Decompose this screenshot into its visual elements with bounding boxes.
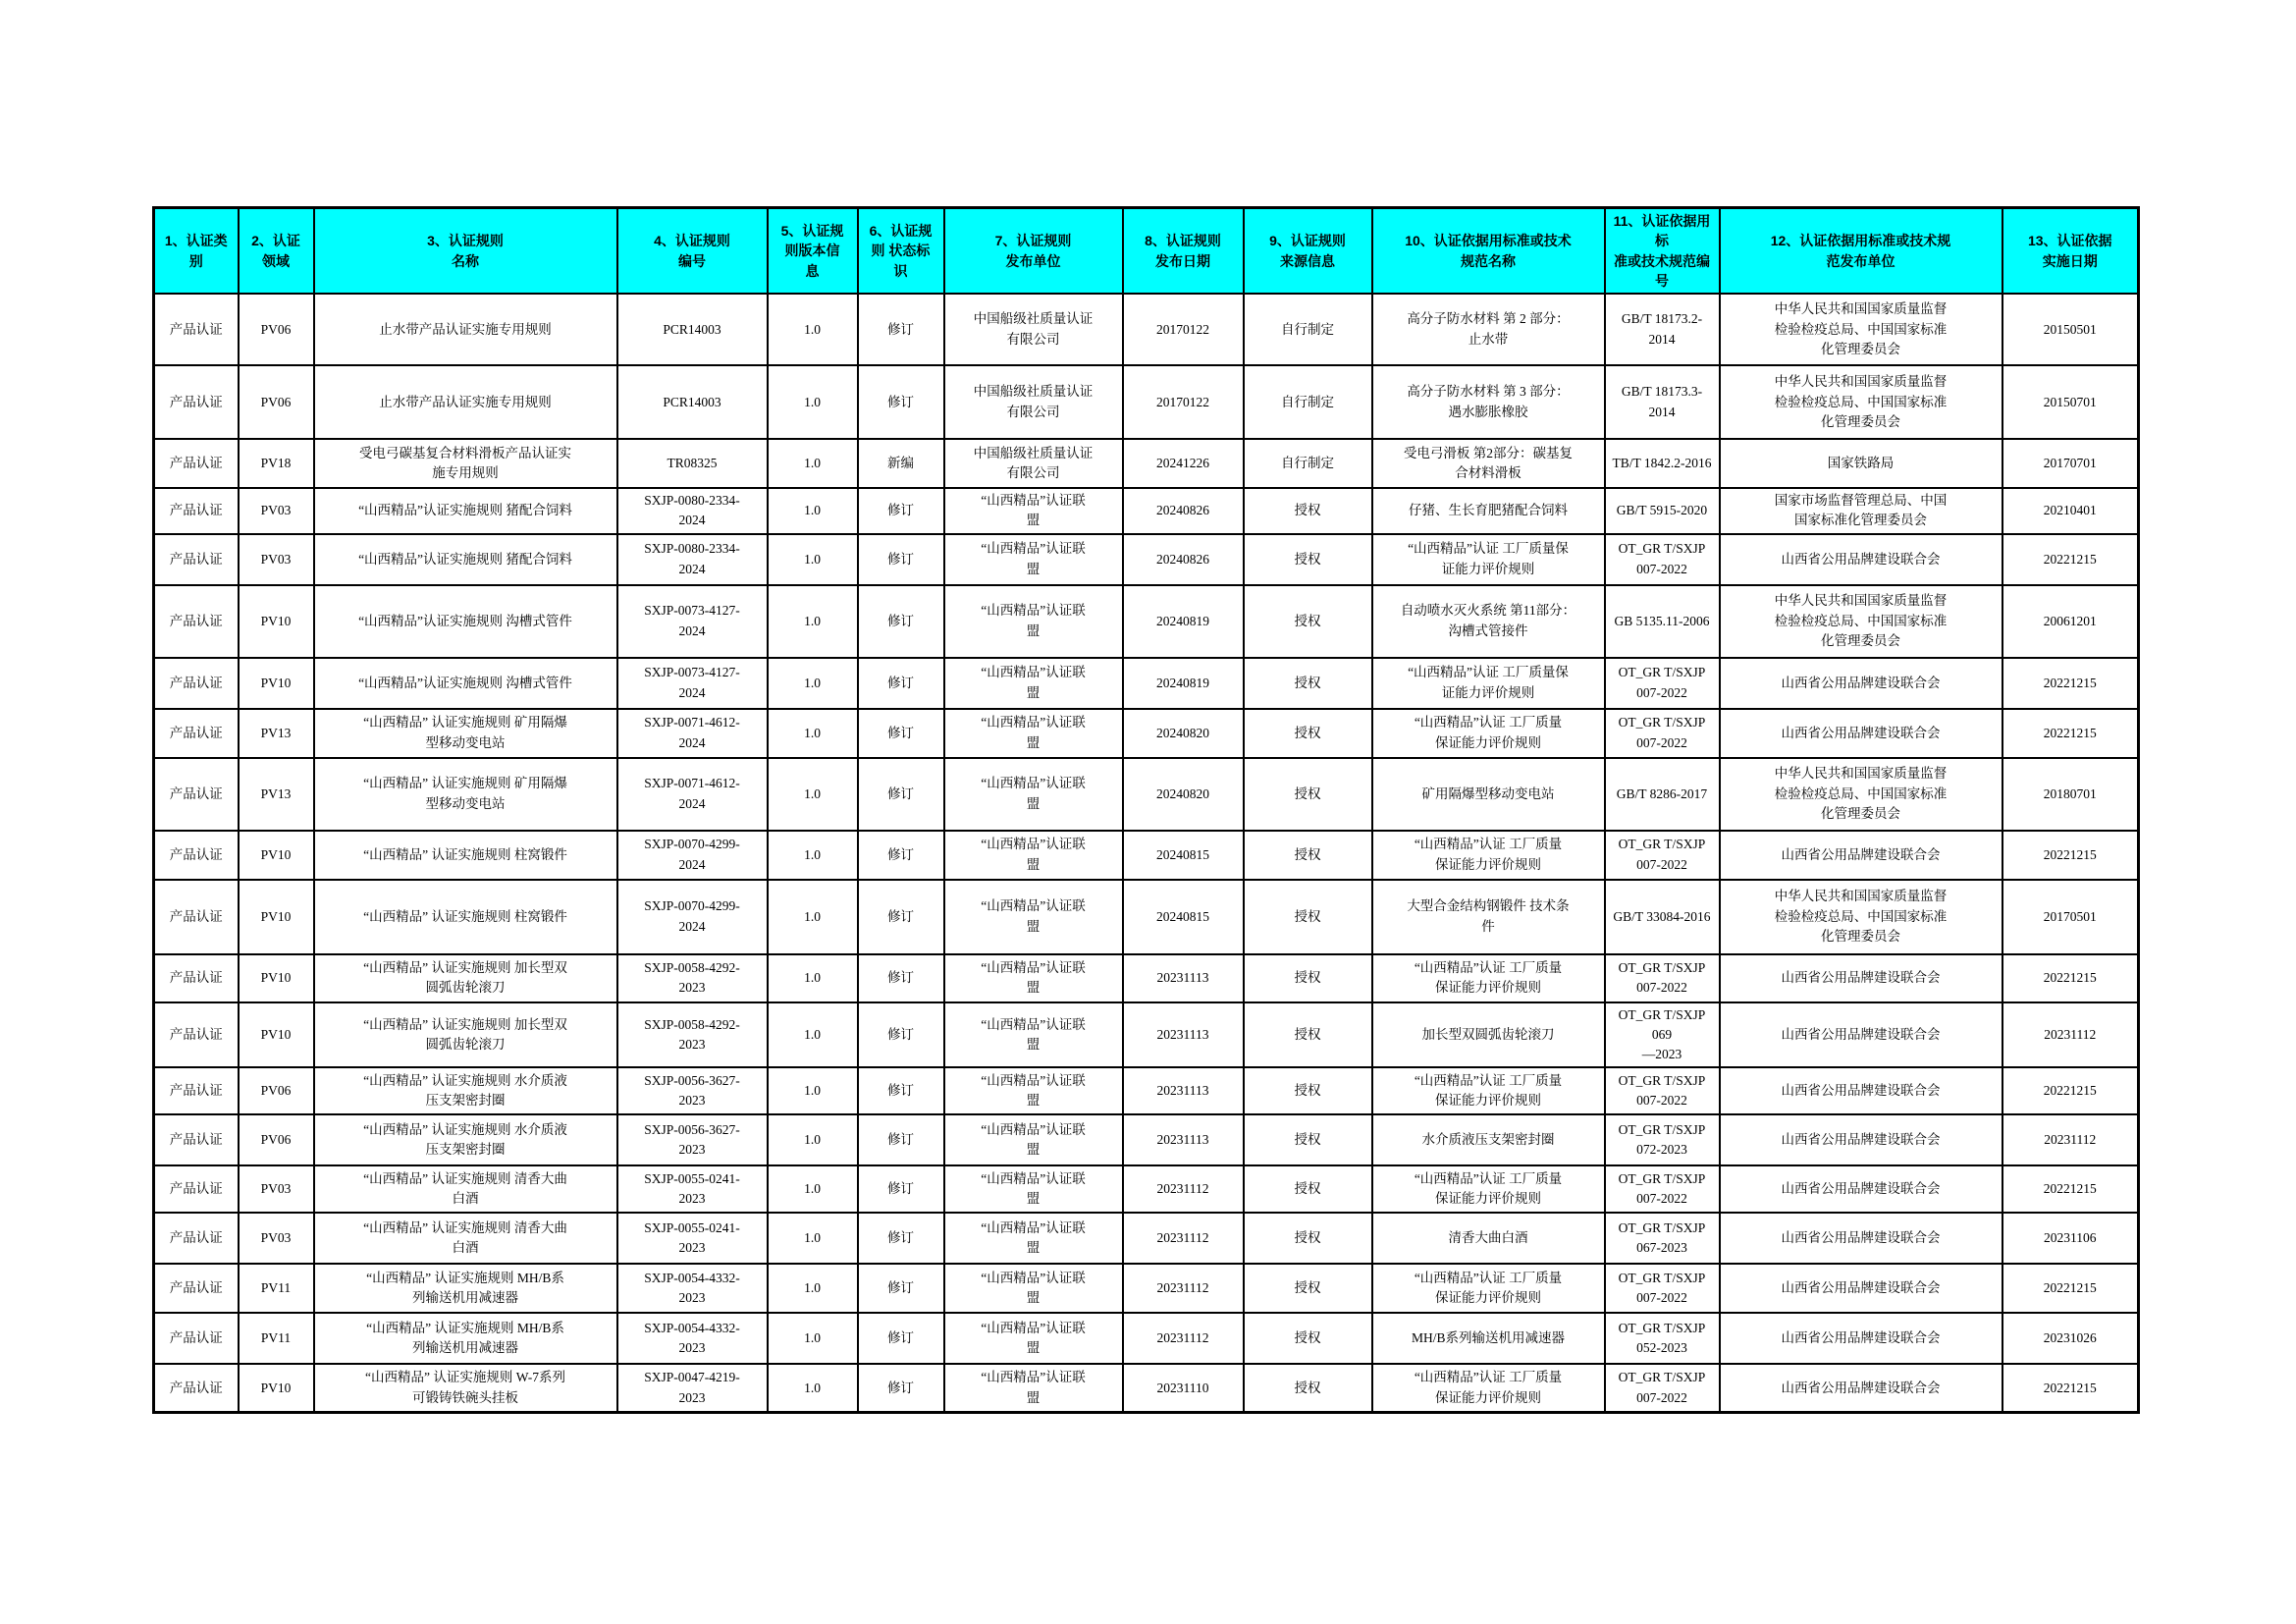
table-cell: “山西精品”认证联 盟 [944,1313,1123,1364]
table-cell: 修订 [858,1114,944,1165]
table-cell: “山西精品”认证实施规则 猪配合饲料 [314,488,617,534]
table-cell: 授权 [1244,1213,1372,1264]
table-cell: GB/T 8286-2017 [1605,758,1720,831]
table-cell: 1.0 [768,658,858,709]
table-cell: 20221215 [2002,1364,2139,1412]
table-cell: 授权 [1244,1002,1372,1068]
table-cell: 受电弓碳基复合材料滑板产品认证实 施专用规则 [314,439,617,488]
table-cell: “山西精品”认证联 盟 [944,758,1123,831]
table-cell: 修订 [858,488,944,534]
table-cell: MH/B系列输送机用减速器 [1372,1313,1605,1364]
table-cell: 山西省公用品牌建设联合会 [1720,1313,2002,1364]
table-row [154,585,2139,658]
table-cell: 产品认证 [154,1264,239,1313]
table-cell: SXJP-0058-4292- 2023 [617,1002,768,1068]
table-cell: 1.0 [768,1114,858,1165]
table-cell: GB 5135.11-2006 [1605,585,1720,658]
table-cell: “山西精品”认证实施规则 猪配合饲料 [314,534,617,585]
table-cell: 20231112 [2002,1002,2139,1068]
table-cell: 20221215 [2002,1264,2139,1313]
table-cell: 授权 [1244,534,1372,585]
table-cell: 1.0 [768,1213,858,1264]
table-cell: 大型合金结构钢锻件 技术条 件 [1372,880,1605,954]
table-row [154,758,2139,831]
table-cell: PV03 [239,1213,314,1264]
table-cell: 高分子防水材料 第 3 部分： 遇水膨胀橡胶 [1372,365,1605,439]
table-cell: “山西精品”认证联 盟 [944,831,1123,880]
table-cell: 产品认证 [154,658,239,709]
table-cell: 国家市场监督管理总局、中国 国家标准化管理委员会 [1720,488,2002,534]
table-cell: 产品认证 [154,585,239,658]
table-cell: 20221215 [2002,1165,2139,1213]
table-cell: PV06 [239,1067,314,1114]
table-cell: 修订 [858,534,944,585]
column-header: 12、认证依据用标准或技术规 范发布单位 [1720,208,2002,295]
table-cell: “山西精品” 认证实施规则 清香大曲 白酒 [314,1213,617,1264]
table-cell: 自行制定 [1244,294,1372,365]
table-cell: “山西精品”认证 工厂质量 保证能力评价规则 [1372,709,1605,758]
table-row [154,294,2139,365]
table-cell: SXJP-0071-4612- 2024 [617,758,768,831]
table-cell: PV11 [239,1264,314,1313]
table-cell: 1.0 [768,1067,858,1114]
table-cell: 20231112 [1123,1264,1244,1313]
table-cell: 加长型双圆弧齿轮滚刀 [1372,1002,1605,1068]
table-row [154,488,2139,534]
table-cell: 20150501 [2002,294,2139,365]
table-cell: 1.0 [768,1364,858,1412]
table-cell: 修订 [858,1067,944,1114]
table-cell: 产品认证 [154,709,239,758]
table-cell: OT_GR T/SXJP 007-2022 [1605,1067,1720,1114]
table-cell: 产品认证 [154,294,239,365]
table-cell: “山西精品”认证 工厂质量保 证能力评价规则 [1372,658,1605,709]
table-cell: 中华人民共和国国家质量监督 检验检疫总局、中国国家标准 化管理委员会 [1720,365,2002,439]
table-cell: SXJP-0080-2334- 2024 [617,534,768,585]
table-cell: SXJP-0047-4219- 2023 [617,1364,768,1412]
table-row [154,658,2139,709]
table-cell: 20240815 [1123,831,1244,880]
table-cell: 止水带产品认证实施专用规则 [314,365,617,439]
table-cell: SXJP-0070-4299- 2024 [617,831,768,880]
table-cell: PV10 [239,1364,314,1412]
table-cell: 山西省公用品牌建设联合会 [1720,1114,2002,1165]
table-cell: “山西精品”认证联 盟 [944,1114,1123,1165]
table-cell: 自行制定 [1244,365,1372,439]
column-header: 6、认证规 则 状态标 识 [858,208,944,295]
table-cell: OT_GR T/SXJP 007-2022 [1605,1364,1720,1412]
table-cell: PV10 [239,880,314,954]
table-cell: 山西省公用品牌建设联合会 [1720,1213,2002,1264]
table-cell: PV11 [239,1313,314,1364]
table-cell: 中华人民共和国国家质量监督 检验检疫总局、中国国家标准 化管理委员会 [1720,758,2002,831]
table-cell: OT_GR T/SXJP 007-2022 [1605,658,1720,709]
column-header: 3、认证规则 名称 [314,208,617,295]
table-cell: GB/T 33084-2016 [1605,880,1720,954]
table-cell: 国家铁路局 [1720,439,2002,488]
table-cell: 20170122 [1123,365,1244,439]
table-row [154,1002,2139,1068]
table-cell: 产品认证 [154,439,239,488]
table-row [154,1213,2139,1264]
table-cell: PV03 [239,534,314,585]
table-cell: 1.0 [768,709,858,758]
table-cell: 授权 [1244,1165,1372,1213]
table-cell: 修订 [858,1364,944,1412]
table-cell: “山西精品”认证联 盟 [944,1264,1123,1313]
table-cell: 20240815 [1123,880,1244,954]
table-cell: “山西精品”认证联 盟 [944,488,1123,534]
table-cell: 20240820 [1123,709,1244,758]
table-row [154,439,2139,488]
table-cell: SXJP-0080-2334- 2024 [617,488,768,534]
table-cell: 20231106 [2002,1213,2139,1264]
table-cell: GB/T 5915-2020 [1605,488,1720,534]
table-cell: SXJP-0058-4292- 2023 [617,954,768,1002]
table-cell: “山西精品” 认证实施规则 MH/B系 列输送机用减速器 [314,1264,617,1313]
table-cell: SXJP-0071-4612- 2024 [617,709,768,758]
table-cell: PV03 [239,1165,314,1213]
table-cell: “山西精品” 认证实施规则 水介质液 压支架密封圈 [314,1067,617,1114]
table-row [154,1364,2139,1412]
table-cell: 山西省公用品牌建设联合会 [1720,534,2002,585]
table-cell: PCR14003 [617,365,768,439]
table-cell: OT_GR T/SXJP 067-2023 [1605,1213,1720,1264]
table-body [154,294,2139,1412]
table-row [154,365,2139,439]
table-cell: 修订 [858,365,944,439]
table-cell: PV03 [239,488,314,534]
table-cell: 20221215 [2002,831,2139,880]
column-header: 2、认证 领域 [239,208,314,295]
table-cell: “山西精品”认证 工厂质量 保证能力评价规则 [1372,1165,1605,1213]
table-cell: OT_GR T/SXJP 007-2022 [1605,954,1720,1002]
table-cell: 高分子防水材料 第 2 部分： 止水带 [1372,294,1605,365]
table-cell: 修订 [858,1313,944,1364]
table-cell: 授权 [1244,1264,1372,1313]
table-cell: “山西精品”认证 工厂质量 保证能力评价规则 [1372,1067,1605,1114]
table-cell: 20231112 [1123,1165,1244,1213]
table-cell: 山西省公用品牌建设联合会 [1720,709,2002,758]
table-cell: 产品认证 [154,1165,239,1213]
table-cell: “山西精品”认证联 盟 [944,1067,1123,1114]
table-cell: PV06 [239,294,314,365]
table-cell: 修订 [858,1264,944,1313]
table-cell: 20170701 [2002,439,2139,488]
table-cell: 20150701 [2002,365,2139,439]
table-cell: 自行制定 [1244,439,1372,488]
table-row [154,1067,2139,1114]
column-header: 5、认证规 则版本信 息 [768,208,858,295]
table-cell: 止水带产品认证实施专用规则 [314,294,617,365]
table-cell: 修订 [858,831,944,880]
table-cell: “山西精品”认证联 盟 [944,585,1123,658]
table-cell: 20240820 [1123,758,1244,831]
table-row [154,1313,2139,1364]
table-cell: 20241226 [1123,439,1244,488]
table-cell: PV10 [239,1002,314,1068]
table-cell: 自动喷水灭火系统 第11部分： 沟槽式管接件 [1372,585,1605,658]
table-cell: 授权 [1244,488,1372,534]
table-cell: SXJP-0056-3627- 2023 [617,1114,768,1165]
table-cell: 20221215 [2002,534,2139,585]
table-cell: 产品认证 [154,1067,239,1114]
table-cell: 1.0 [768,294,858,365]
table-cell: 授权 [1244,1067,1372,1114]
table-cell: 1.0 [768,1002,858,1068]
table-cell: 水介质液压支架密封圈 [1372,1114,1605,1165]
table-cell: 修订 [858,294,944,365]
table-cell: “山西精品” 认证实施规则 清香大曲 白酒 [314,1165,617,1213]
table-cell: 20231113 [1123,1114,1244,1165]
column-header: 10、认证依据用标准或技术 规范名称 [1372,208,1605,295]
table-cell: 山西省公用品牌建设联合会 [1720,1002,2002,1068]
column-header: 13、认证依据 实施日期 [2002,208,2139,295]
table-cell: “山西精品”认证 工厂质量 保证能力评价规则 [1372,954,1605,1002]
table-cell: “山西精品” 认证实施规则 矿用隔爆 型移动变电站 [314,709,617,758]
table-cell: PV06 [239,365,314,439]
table-cell: “山西精品”认证联 盟 [944,1165,1123,1213]
table-cell: “山西精品” 认证实施规则 MH/B系 列输送机用减速器 [314,1313,617,1364]
table-cell: 1.0 [768,954,858,1002]
table-cell: 修订 [858,658,944,709]
table-cell: 20170501 [2002,880,2139,954]
table-cell: 20170122 [1123,294,1244,365]
table-cell: 1.0 [768,1313,858,1364]
table-cell: 1.0 [768,365,858,439]
table-cell: 20231112 [1123,1313,1244,1364]
table-cell: 授权 [1244,1364,1372,1412]
table-cell: SXJP-0054-4332- 2023 [617,1264,768,1313]
table-cell: 授权 [1244,758,1372,831]
table-cell: OT_GR T/SXJP 007-2022 [1605,534,1720,585]
table-cell: “山西精品” 认证实施规则 加长型双 圆弧齿轮滚刀 [314,1002,617,1068]
table-cell: 1.0 [768,758,858,831]
table-cell: 产品认证 [154,1313,239,1364]
table-cell: 产品认证 [154,758,239,831]
table-cell: “山西精品”认证联 盟 [944,954,1123,1002]
table-cell: 修订 [858,709,944,758]
table-cell: 修订 [858,585,944,658]
table-cell: 20210401 [2002,488,2139,534]
table-cell: 20231113 [1123,1067,1244,1114]
table-cell: 授权 [1244,954,1372,1002]
table-cell: 山西省公用品牌建设联合会 [1720,831,2002,880]
table-cell: “山西精品”认证实施规则 沟槽式管件 [314,658,617,709]
table-cell: 中华人民共和国国家质量监督 检验检疫总局、中国国家标准 化管理委员会 [1720,294,2002,365]
table-cell: 20221215 [2002,658,2139,709]
table-cell: 产品认证 [154,831,239,880]
table-cell: 产品认证 [154,1213,239,1264]
table-cell: 20240826 [1123,534,1244,585]
table-cell: SXJP-0073-4127- 2024 [617,585,768,658]
table-cell: 20221215 [2002,954,2139,1002]
table-cell: 产品认证 [154,1114,239,1165]
table-cell: 中华人民共和国国家质量监督 检验检疫总局、中国国家标准 化管理委员会 [1720,880,2002,954]
table-cell: OT_GR T/SXJP 007-2022 [1605,1264,1720,1313]
table-cell: 山西省公用品牌建设联合会 [1720,1264,2002,1313]
table-cell: 产品认证 [154,488,239,534]
table-cell: 修订 [858,880,944,954]
table-cell: 20231112 [1123,1213,1244,1264]
table-cell: 矿用隔爆型移动变电站 [1372,758,1605,831]
table-cell: PV10 [239,658,314,709]
table-cell: 产品认证 [154,954,239,1002]
table-cell: 授权 [1244,709,1372,758]
table-cell: PV10 [239,831,314,880]
table-cell: SXJP-0055-0241- 2023 [617,1165,768,1213]
table-cell: “山西精品” 认证实施规则 柱窝锻件 [314,880,617,954]
table-cell: 20180701 [2002,758,2139,831]
table-cell: 修订 [858,758,944,831]
table-cell: SXJP-0054-4332- 2023 [617,1313,768,1364]
table-cell: “山西精品” 认证实施规则 矿用隔爆 型移动变电站 [314,758,617,831]
table-cell: 20231026 [2002,1313,2139,1364]
table-cell: 1.0 [768,1264,858,1313]
table-cell: 受电弓滑板 第2部分：碳基复 合材料滑板 [1372,439,1605,488]
table-cell: “山西精品” 认证实施规则 加长型双 圆弧齿轮滚刀 [314,954,617,1002]
table-cell: 授权 [1244,1313,1372,1364]
table-cell: 授权 [1244,585,1372,658]
table-row [154,880,2139,954]
table-cell: OT_GR T/SXJP 007-2022 [1605,1165,1720,1213]
table-cell: “山西精品”认证 工厂质量 保证能力评价规则 [1372,831,1605,880]
certification-rules-table [152,206,2140,1414]
table-cell: “山西精品”认证 工厂质量 保证能力评价规则 [1372,1264,1605,1313]
table-cell: PV13 [239,758,314,831]
table-cell: 产品认证 [154,534,239,585]
table-cell: SXJP-0056-3627- 2023 [617,1067,768,1114]
table-cell: 1.0 [768,585,858,658]
column-header: 11、认证依据用标 准或技术规范编号 [1605,208,1720,295]
table-cell: SXJP-0055-0241- 2023 [617,1213,768,1264]
table-row [154,1264,2139,1313]
column-header: 8、认证规则 发布日期 [1123,208,1244,295]
table-cell: 中国船级社质量认证 有限公司 [944,439,1123,488]
table-cell: “山西精品” 认证实施规则 W-7系列 可锻铸铁碗头挂板 [314,1364,617,1412]
table-cell: 20231113 [1123,1002,1244,1068]
table-cell: 1.0 [768,831,858,880]
table-cell: 产品认证 [154,365,239,439]
table-cell: 修订 [858,1165,944,1213]
table-cell: PCR14003 [617,294,768,365]
table-row [154,1165,2139,1213]
table-cell: 中国船级社质量认证 有限公司 [944,294,1123,365]
table-cell: 1.0 [768,488,858,534]
column-header: 1、认证类 别 [154,208,239,295]
table-cell: OT_GR T/SXJP 052-2023 [1605,1313,1720,1364]
table-cell: “山西精品”认证联 盟 [944,1364,1123,1412]
table-cell: 20240826 [1123,488,1244,534]
table-row [154,954,2139,1002]
table-cell: 20061201 [2002,585,2139,658]
table-cell: 仔猪、生长育肥猪配合饲料 [1372,488,1605,534]
table-cell: 授权 [1244,831,1372,880]
table-cell: 中国船级社质量认证 有限公司 [944,365,1123,439]
table-cell: 修订 [858,954,944,1002]
table-cell: “山西精品”认证联 盟 [944,880,1123,954]
table-cell: OT_GR T/SXJP 007-2022 [1605,709,1720,758]
table-cell: 山西省公用品牌建设联合会 [1720,1165,2002,1213]
table-cell: 产品认证 [154,1364,239,1412]
table-cell: “山西精品”认证 工厂质量 保证能力评价规则 [1372,1364,1605,1412]
table-cell: 1.0 [768,439,858,488]
table-cell: 20231110 [1123,1364,1244,1412]
table-cell: 山西省公用品牌建设联合会 [1720,658,2002,709]
table-cell: 1.0 [768,1165,858,1213]
table-cell: “山西精品”认证联 盟 [944,1213,1123,1264]
table-cell: “山西精品” 认证实施规则 柱窝锻件 [314,831,617,880]
table-cell: TB/T 1842.2-2016 [1605,439,1720,488]
table-row [154,1114,2139,1165]
table-cell: SXJP-0073-4127- 2024 [617,658,768,709]
table-cell: 授权 [1244,1114,1372,1165]
table-cell: 20221215 [2002,709,2139,758]
table-cell: PV06 [239,1114,314,1165]
table-cell: “山西精品”认证联 盟 [944,1002,1123,1068]
table-cell: 新编 [858,439,944,488]
table-cell: 20240819 [1123,658,1244,709]
table-cell: “山西精品”认证联 盟 [944,534,1123,585]
table-cell: 产品认证 [154,1002,239,1068]
table-cell: 山西省公用品牌建设联合会 [1720,954,2002,1002]
table-cell: SXJP-0070-4299- 2024 [617,880,768,954]
table-cell: OT_GR T/SXJP 007-2022 [1605,831,1720,880]
table-cell: GB/T 18173.3-2014 [1605,365,1720,439]
table-cell: PV10 [239,585,314,658]
table-cell: 修订 [858,1002,944,1068]
table-cell: 1.0 [768,880,858,954]
table-cell: 20231112 [2002,1114,2139,1165]
table-cell: 授权 [1244,658,1372,709]
table-cell: OT_GR T/SXJP 072-2023 [1605,1114,1720,1165]
table-cell: “山西精品”认证联 盟 [944,658,1123,709]
table-cell: TR08325 [617,439,768,488]
table-cell: 山西省公用品牌建设联合会 [1720,1067,2002,1114]
table-cell: 中华人民共和国国家质量监督 检验检疫总局、中国国家标准 化管理委员会 [1720,585,2002,658]
table-cell: “山西精品” 认证实施规则 水介质液 压支架密封圈 [314,1114,617,1165]
table-cell: PV18 [239,439,314,488]
table-cell: 20221215 [2002,1067,2139,1114]
table-cell: PV10 [239,954,314,1002]
table-row [154,831,2139,880]
table-cell: 山西省公用品牌建设联合会 [1720,1364,2002,1412]
table-row [154,709,2139,758]
table-header-row [154,208,2139,295]
table-cell: OT_GR T/SXJP 069 —2023 [1605,1002,1720,1068]
table-row [154,534,2139,585]
table-cell: “山西精品”认证 工厂质量保 证能力评价规则 [1372,534,1605,585]
table-cell: “山西精品”认证实施规则 沟槽式管件 [314,585,617,658]
column-header: 9、认证规则 来源信息 [1244,208,1372,295]
column-header: 4、认证规则 编号 [617,208,768,295]
table-cell: “山西精品”认证联 盟 [944,709,1123,758]
table-cell: 修订 [858,1213,944,1264]
table-cell: 1.0 [768,534,858,585]
table-cell: 20231113 [1123,954,1244,1002]
table-cell: GB/T 18173.2-2014 [1605,294,1720,365]
table-cell: 20240819 [1123,585,1244,658]
table-cell: 清香大曲白酒 [1372,1213,1605,1264]
table-cell: 授权 [1244,880,1372,954]
table-cell: PV13 [239,709,314,758]
column-header: 7、认证规则 发布单位 [944,208,1123,295]
table-cell: 产品认证 [154,880,239,954]
